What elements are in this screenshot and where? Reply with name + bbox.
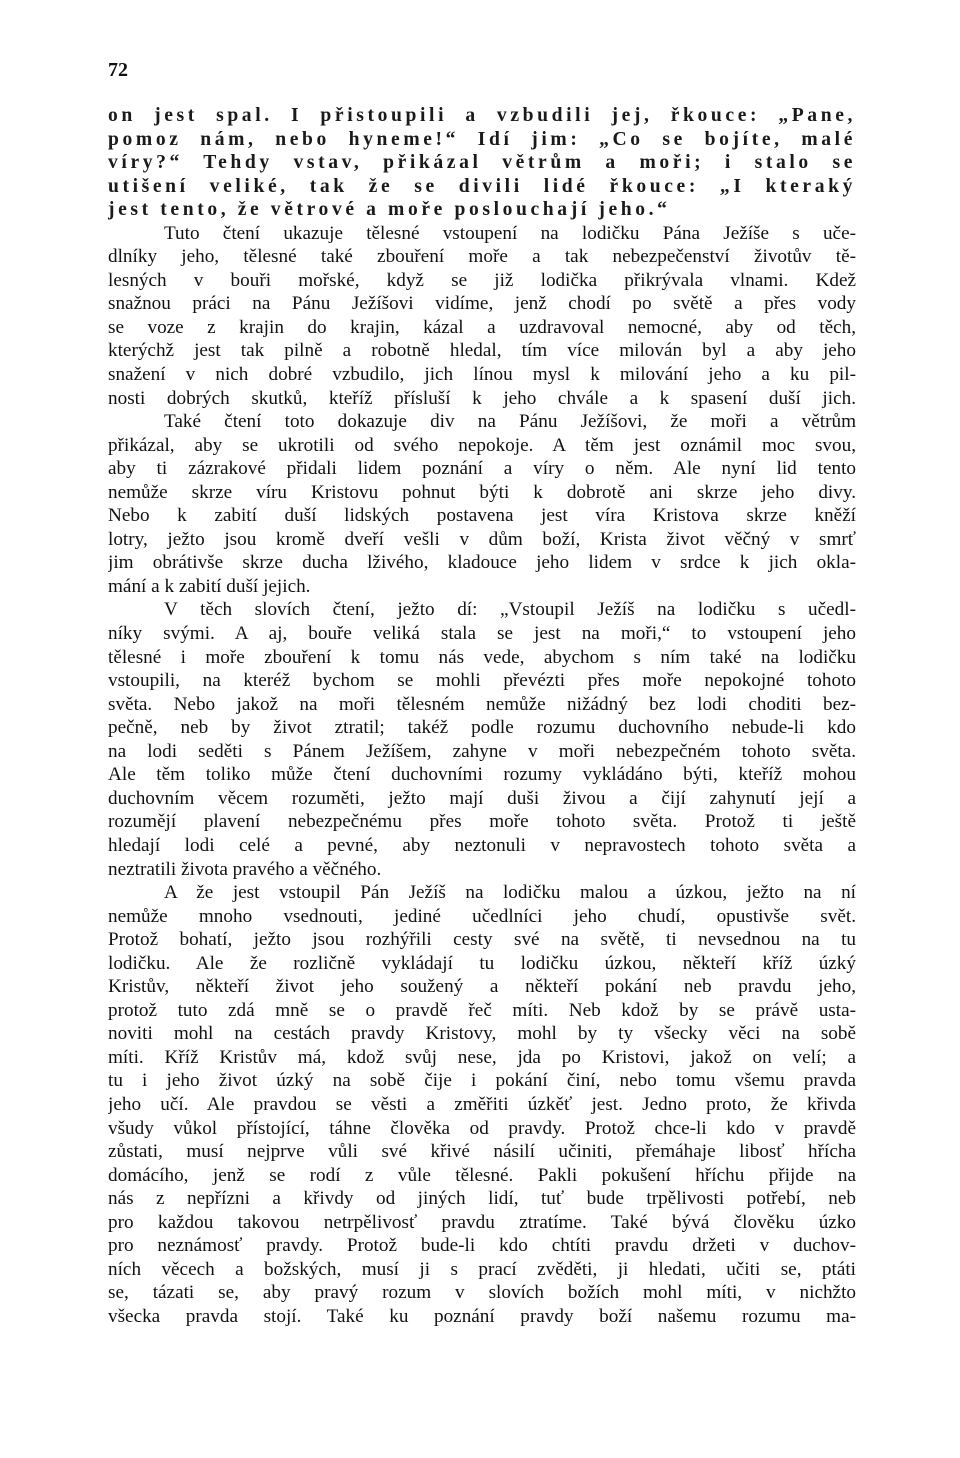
- text-line: domácího, jenž se rodí z vůle tělesné. Pakli pokušení hříchu přijde na: [108, 1164, 856, 1186]
- text-line: duchovním věcem rozuměti, ježto mají duši živou a čijí zahynutí její a: [108, 787, 856, 809]
- text-line: vstoupili, na kteréž bychom se mohli převézti přes moře nepokojné tohoto: [108, 670, 856, 692]
- text-line: míti. Kříž Kristův má, kdož svůj nese, jda po Kristovi, jakož on velí; a: [108, 1046, 856, 1068]
- text-line: Ale těm toliko může čtení duchovními rozumy vykládáno býti, kteříž mohou: [108, 764, 856, 786]
- text-line: nás z nepřízni a křivdy od jiných lidí, tuť bude trpělivosti potřebí, neb: [108, 1188, 856, 1210]
- text-line: snažení v nich dobré vzbudilo, jich línou mysl k milování jeho a ku pil-: [108, 364, 856, 386]
- text-line: pro každou takovou netrpělivosť pravdu ztratíme. Také bývá člověku úzko: [108, 1211, 856, 1233]
- text-line: níky svými. A aj, bouře veliká stala se jest na moři,“ to vstoupení jeho: [108, 623, 856, 645]
- text-line: pečně, neb by život ztratil; takéž podle rozumu duchovního nebude-li kdo: [108, 717, 856, 739]
- text-line: tu i jeho život úzký na sobě čije i pokání činí, nebo tomu všemu pravda: [108, 1070, 856, 1092]
- text-line: jim obrátivše skrze ducha lživého, kladouce jeho lidem v srdce k jich okla-: [108, 552, 856, 574]
- text-line: neztratili života pravého a věčného.: [108, 858, 382, 880]
- text-line: Protož bohatí, ježto jsou rozhýřili cesty své na světě, ti nevsednou na tu: [108, 929, 856, 951]
- paragraph-start-line: Také čtení toto dokazuje div na Pánu Ježíšovi, že moři a větrům: [164, 411, 856, 433]
- text-line: nemůže mnoho vsednouti, jediné učedlníci jeho chudí, opustivše svět.: [108, 905, 856, 927]
- text-line: zůstati, musí nejprve vůli své křivé násilí učiniti, přemáhaje libosť hřícha: [108, 1141, 856, 1163]
- page-number: 72: [108, 59, 128, 81]
- text-line: všecka pravda stojí. Také ku poznání pravdy boží našemu rozumu ma-: [108, 1305, 856, 1327]
- text-line: ních věcech a božských, musí ji s prací zvěděti, ji hledati, učiti se, ptáti: [108, 1258, 856, 1280]
- text-line: Nebo k zabití duší lidských postavena jest víra Kristova skrze kněží: [108, 505, 856, 527]
- text-line: on jest spal. I přistoupili a vzbudili jej, řkouce: „Pane,: [108, 105, 856, 126]
- text-line: nemůže skrze víru Kristovu pohnut býti k dobrotě ani skrze jeho divy.: [108, 481, 856, 503]
- text-line: všudy vůkol přístojící, táhne člověka od pravdy. Protož chce-li kdo v pravdě: [108, 1117, 856, 1139]
- text-line: protož tuto zdá mně se o pravdě řeč míti. Neb kdož by se právě usta-: [108, 999, 856, 1021]
- paragraph-start-line: A že jest vstoupil Pán Ježíš na lodičku malou a úzkou, ježto na ní: [164, 882, 856, 904]
- text-line: lotry, ježto jsou kromě dveří vešli v dům boží, Krista život věčný v smrť: [108, 528, 856, 550]
- text-line: Kristův, někteří život jeho soužený a někteří pokání neb pravdu jeho,: [108, 976, 856, 998]
- text-line: se, tázati se, aby pravý rozum v slovích božích mohl míti, v nichžto: [108, 1282, 856, 1304]
- text-line: kterýchž jest tak pilně a robotně hledal, tím více milován byl a aby jeho: [108, 340, 856, 362]
- text-line: dlníky jeho, tělesné také zbouření moře a tak nebezpečenství životův tě-: [108, 246, 856, 268]
- text-line: rozumějí plavení nebezpečnému přes moře tohoto světa. Protož ti ještě: [108, 811, 856, 833]
- text-line: jest tento, že větrové a moře poslouchají jeho.“: [108, 199, 671, 221]
- paragraph-start-line: Tuto čtení ukazuje tělesné vstoupení na lodičku Pána Ježíše s uče-: [164, 222, 856, 244]
- text-line: na lodi seděti s Pánem Ježíšem, zahyne v moři nebezpečném tohoto světa.: [108, 740, 856, 762]
- text-line: nosti dobrých skutků, kteříž přísluší k jeho chvále a k spasení duší jich.: [108, 387, 856, 409]
- text-line: pro neznámosť pravdy. Protož bude-li kdo chtíti pravdu držeti v duchov-: [108, 1235, 856, 1257]
- text-line: přikázal, aby se ukrotili od svého nepokoje. A těm jest oznámil moc svou,: [108, 434, 856, 456]
- text-line: jeho učí. Ale pravdou se věsti a změřiti úzkěť jest. Jedno proto, že křivda: [108, 1093, 856, 1115]
- text-line: noviti mohl na cestách pravdy Kristovy, mohl by ty všecky věci na sobě: [108, 1023, 856, 1045]
- text-line: mání a k zabití duší jejich.: [108, 575, 311, 597]
- text-line: víry?“ Tehdy vstav, přikázal větrům a moři; i stalo se: [108, 152, 856, 174]
- text-line: pomoz nám, nebo hyneme!“ Idí jim: „Co se bojíte, malé: [108, 128, 856, 150]
- text-line: světa. Nebo jakož na moři tělesném nemůže nižádný bez lodi choditi bez-: [108, 693, 856, 715]
- paragraph-start-line: V těch slovích čtení, ježto dí: „Vstoupil Ježíš na lodičku s učedl-: [164, 599, 856, 621]
- text-line: lesných v bouři mořské, když se již lodička přikrývala vlnami. Kdež: [108, 269, 856, 291]
- text-line: hledají lodi celé a pevné, aby neztonuli v nepravostech tohoto světa a: [108, 834, 856, 856]
- text-line: aby ti zázrakové přidali lidem poznání a víry o něm. Ale nyní lid tento: [108, 458, 856, 480]
- text-line: snažnou práci na Pánu Ježíšovi vidíme, jenž chodí po světě a přes vody: [108, 293, 856, 315]
- text-line: tělesné i moře zbouření k tomu nás vede, abychom s ním také na lodičku: [108, 646, 856, 668]
- text-line: se voze z krajin do krajin, kázal a uzdravoval nemocné, aby od těch,: [108, 316, 856, 338]
- body-text: [108, 104, 856, 1328]
- text-line: lodičku. Ale že rozličně vykládají tu lodičku úzkou, někteří kříž úzký: [108, 952, 856, 974]
- text-line: utišení veliké, tak že se divili lidé řkouce: „I kteraký: [108, 175, 856, 197]
